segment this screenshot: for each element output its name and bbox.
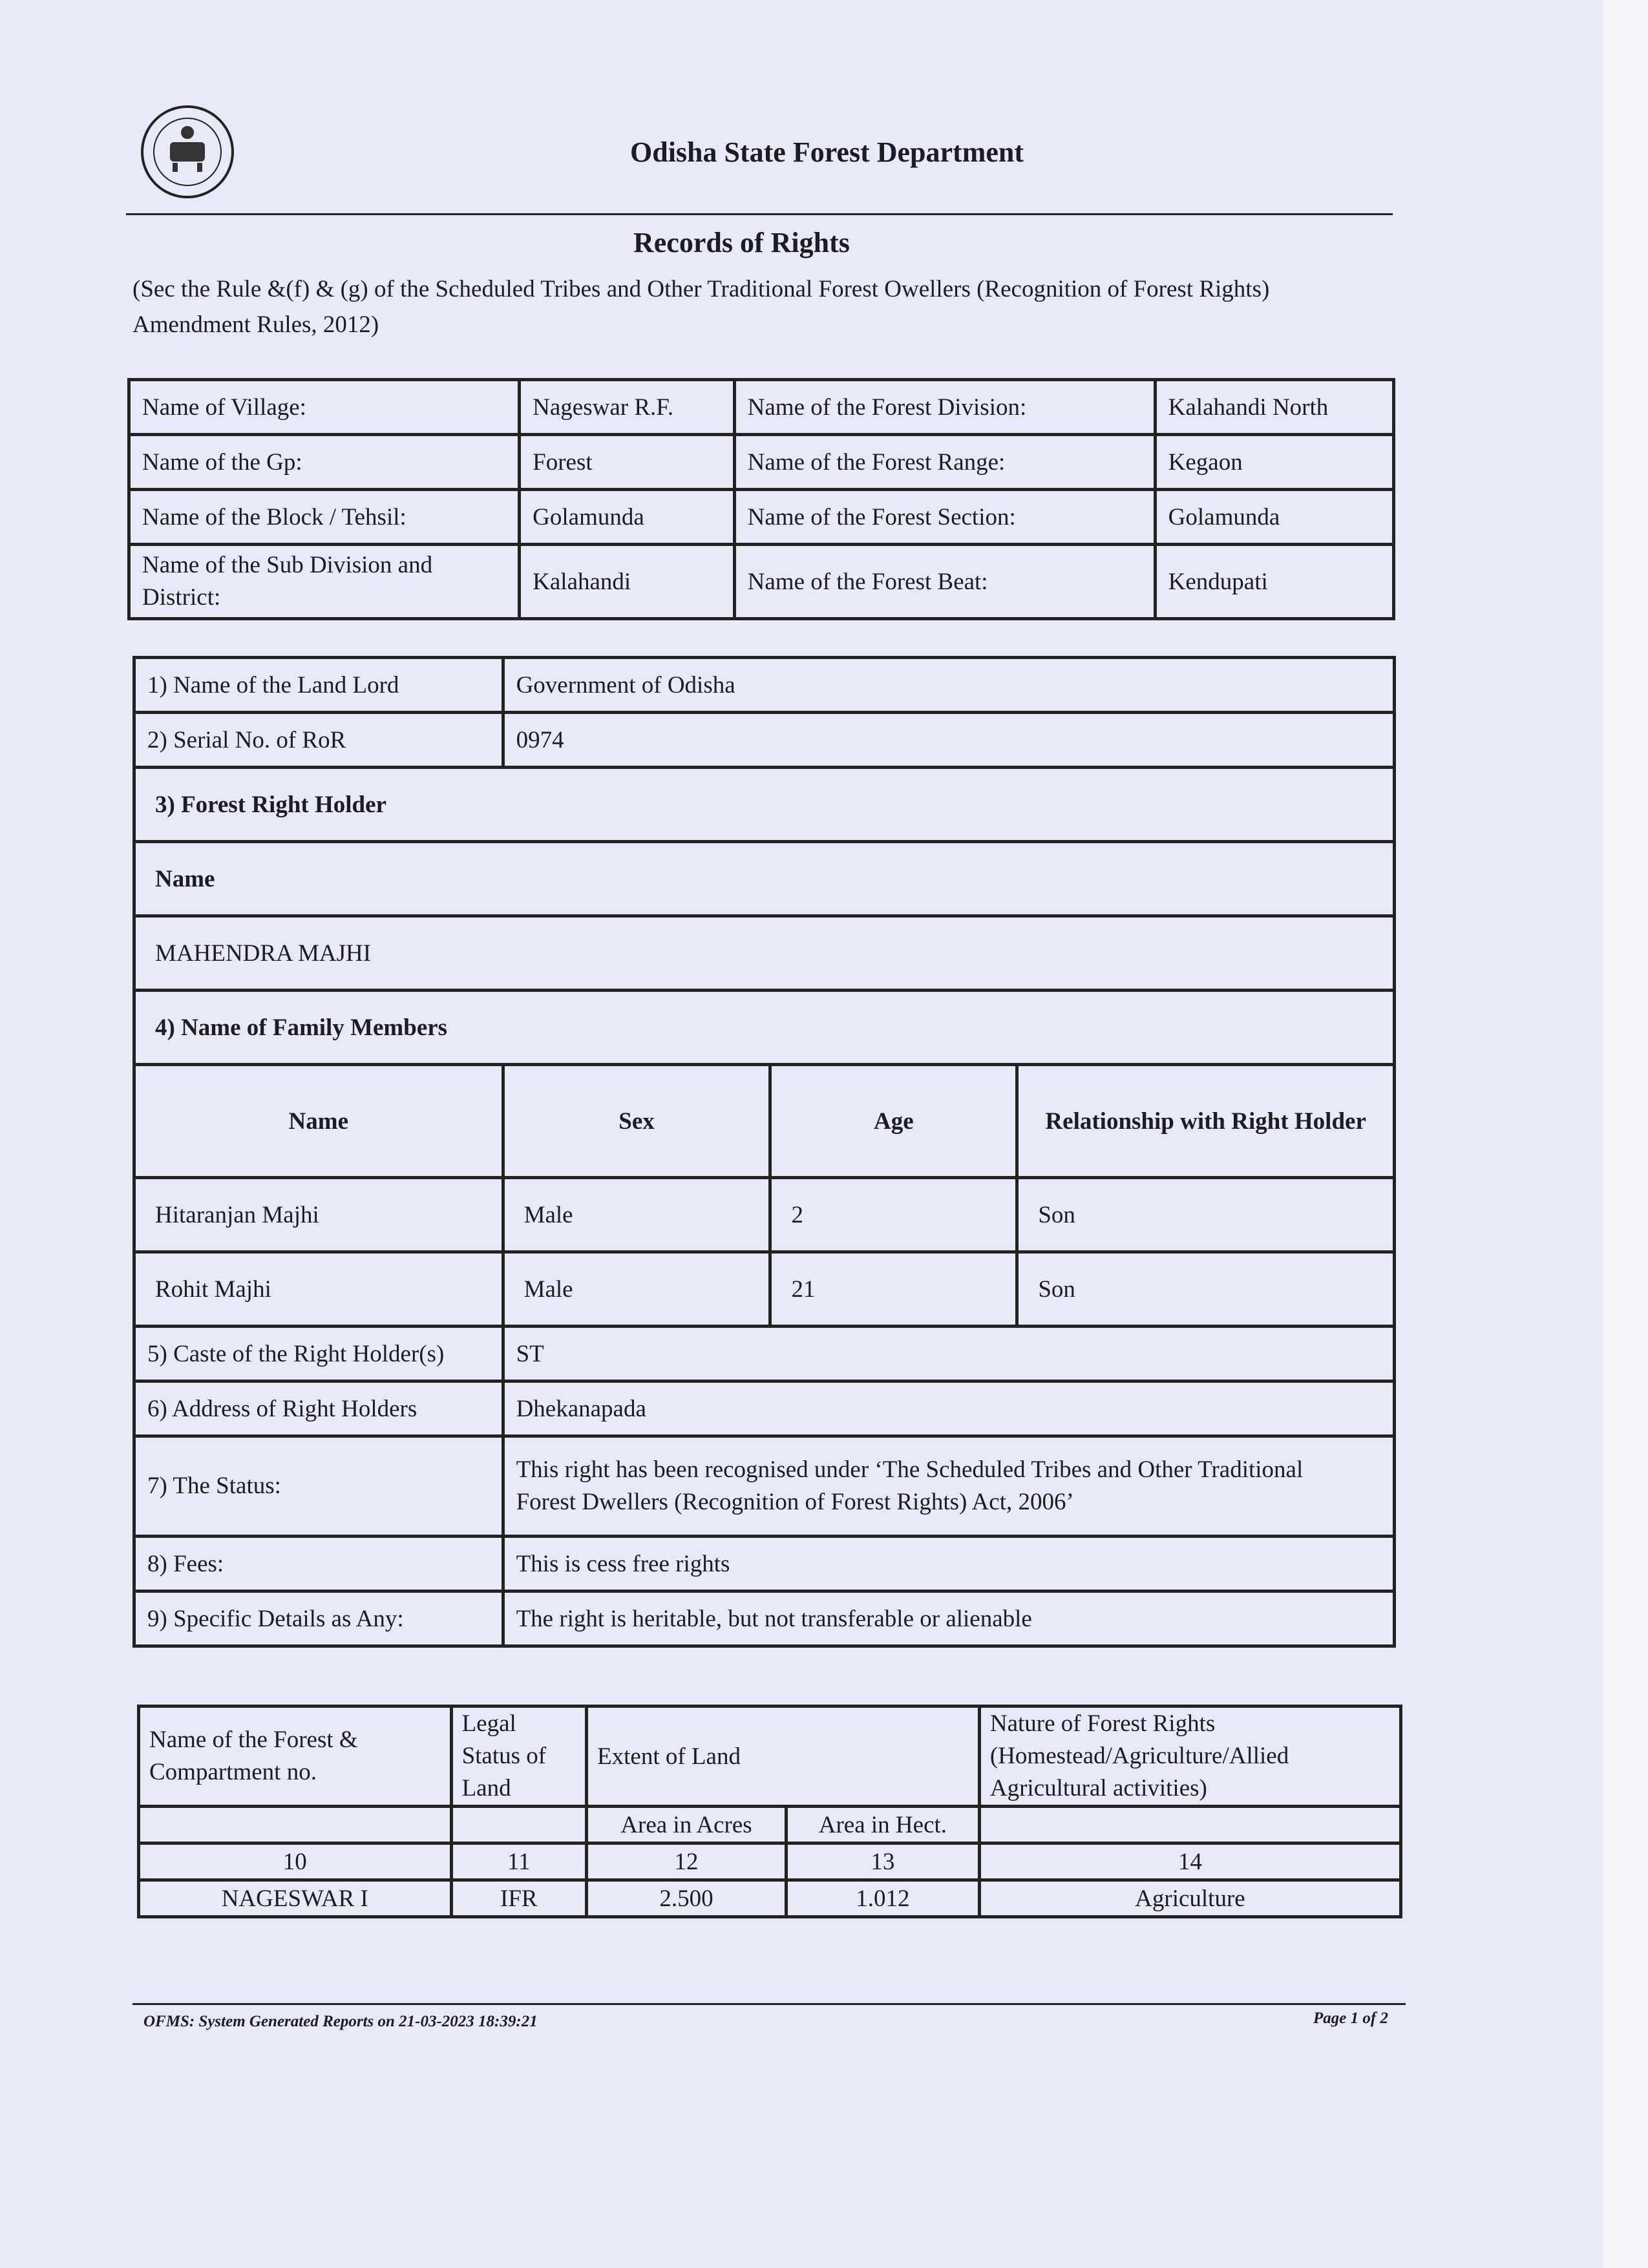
land-nature-value: Agriculture — [979, 1880, 1400, 1917]
family-name: Hitaranjan Majhi — [134, 1178, 503, 1252]
family-age: 2 — [770, 1178, 1017, 1252]
forest-beat-value: Kendupati — [1155, 545, 1393, 619]
family-col-age: Age — [770, 1065, 1017, 1178]
land-col-number: 14 — [979, 1843, 1400, 1880]
gp-value: Forest — [520, 435, 734, 490]
land-hect-value: 1.012 — [786, 1880, 979, 1917]
land-sub-acres: Area in Acres — [587, 1807, 787, 1843]
forest-beat-label: Name of the Forest Beat: — [734, 545, 1155, 619]
land-acres-value: 2.500 — [587, 1880, 787, 1917]
serial-value: 0974 — [503, 713, 1394, 768]
family-col-name: Name — [134, 1065, 503, 1178]
gp-label: Name of the Gp: — [129, 435, 520, 490]
family-relationship: Son — [1017, 1178, 1395, 1252]
land-lord-value: Government of Odisha — [503, 658, 1394, 713]
village-value: Nageswar R.F. — [520, 380, 734, 435]
details-value: The right is heritable, but not transferable or alienable — [503, 1591, 1394, 1646]
forest-section-value: Golamunda — [1155, 490, 1393, 545]
land-number-row — [139, 1843, 1401, 1880]
subdivision-label: Name of the Sub Division and District: — [129, 545, 520, 619]
land-sub-empty — [979, 1807, 1400, 1843]
holder-name-value: MAHENDRA MAJHI — [134, 916, 1395, 991]
details-label: 9) Specific Details as Any: — [134, 1591, 503, 1646]
status-value — [503, 1436, 1394, 1537]
scan-edge — [1603, 0, 1648, 2268]
caste-label: 5) Caste of the Right Holder(s) — [134, 1327, 503, 1381]
table-row — [134, 1381, 1395, 1436]
document-title: Records of Rights — [633, 227, 850, 258]
odisha-emblem-icon — [139, 103, 236, 200]
land-col-number: 13 — [786, 1843, 979, 1880]
status-label: 7) The Status: — [134, 1436, 503, 1537]
table-row — [134, 1327, 1395, 1381]
land-sub-empty — [451, 1807, 586, 1843]
holder-name-heading: Name — [134, 842, 1395, 916]
caste-value: ST — [503, 1327, 1394, 1381]
land-col-nature: Nature of Forest Rights (Homestead/Agriculture/Allied Agricultural activities) — [979, 1706, 1400, 1807]
address-value: Dhekanapada — [503, 1381, 1394, 1436]
status-line-1: This right has been recognised under ‘The Scheduled Tribes and Other Traditional — [516, 1456, 1304, 1483]
subdivision-value: Kalahandi — [520, 545, 734, 619]
table-row — [134, 991, 1395, 1065]
table-row — [139, 1880, 1401, 1917]
table-row — [134, 1436, 1395, 1537]
land-forest-value: NAGESWAR I — [139, 1880, 452, 1917]
table-row — [129, 435, 1394, 490]
forest-section-label: Name of the Forest Section: — [734, 490, 1155, 545]
record-table — [132, 656, 1396, 1648]
family-sex: Male — [503, 1178, 770, 1252]
land-col-legal: Legal Status of Land — [451, 1706, 586, 1807]
land-header-row — [139, 1706, 1401, 1807]
table-row — [129, 490, 1394, 545]
table-row — [134, 768, 1395, 842]
village-label: Name of Village: — [129, 380, 520, 435]
family-col-sex: Sex — [503, 1065, 770, 1178]
forest-range-label: Name of the Forest Range: — [734, 435, 1155, 490]
fees-value: This is cess free rights — [503, 1537, 1394, 1591]
land-table — [137, 1705, 1402, 1918]
forest-division-label: Name of the Forest Division: — [734, 380, 1155, 435]
holder-heading: 3) Forest Right Holder — [134, 768, 1395, 842]
land-sub-hect: Area in Hect. — [786, 1807, 979, 1843]
family-heading: 4) Name of Family Members — [134, 991, 1395, 1065]
family-sex: Male — [503, 1252, 770, 1327]
table-row — [134, 1178, 1395, 1252]
table-row — [134, 916, 1395, 991]
status-line-2: Forest Dwellers (Recognition of Forest Rights) Act, 2006’ — [516, 1489, 1074, 1515]
location-table — [127, 378, 1395, 620]
family-age: 21 — [770, 1252, 1017, 1327]
forest-division-value: Kalahandi North — [1155, 380, 1393, 435]
footer-divider — [132, 2003, 1406, 2005]
land-subheader-row — [139, 1807, 1401, 1843]
document-subtitle: (Sec the Rule &(f) & (g) of the Scheduled Tribes and Other Traditional Forest Owellers (Recognition of Forest Rights) Amendment Rules, 2012) — [132, 276, 1270, 338]
family-name: Rohit Majhi — [134, 1252, 503, 1327]
land-col-number: 12 — [587, 1843, 787, 1880]
land-col-forest: Name of the Forest & Compartment no. — [139, 1706, 452, 1807]
table-row — [129, 545, 1394, 619]
header-divider — [126, 213, 1393, 215]
land-col-number: 10 — [139, 1843, 452, 1880]
land-lord-label: 1) Name of the Land Lord — [134, 658, 503, 713]
table-row — [134, 1537, 1395, 1591]
table-row — [134, 713, 1395, 768]
address-label: 6) Address of Right Holders — [134, 1381, 503, 1436]
table-row — [134, 842, 1395, 916]
land-legal-value: IFR — [451, 1880, 586, 1917]
serial-label: 2) Serial No. of RoR — [134, 713, 503, 768]
block-label: Name of the Block / Tehsil: — [129, 490, 520, 545]
fees-label: 8) Fees: — [134, 1537, 503, 1591]
table-row — [134, 658, 1395, 713]
footer-generated: OFMS: System Generated Reports on 21-03-2023 18:39:21 — [143, 2013, 538, 2030]
family-relationship: Son — [1017, 1252, 1395, 1327]
land-col-extent: Extent of Land — [587, 1706, 980, 1807]
table-row — [134, 1252, 1395, 1327]
block-value: Golamunda — [520, 490, 734, 545]
table-row — [134, 1591, 1395, 1646]
forest-range-value: Kegaon — [1155, 435, 1393, 490]
footer-page-number: Page 1 of 2 — [1313, 2010, 1388, 2027]
table-row — [129, 380, 1394, 435]
land-col-number: 11 — [451, 1843, 586, 1880]
family-header-row — [134, 1065, 1395, 1178]
family-col-relationship: Relationship with Right Holder — [1017, 1065, 1395, 1178]
land-sub-empty — [139, 1807, 452, 1843]
department-title: Odisha State Forest Department — [630, 136, 1024, 168]
